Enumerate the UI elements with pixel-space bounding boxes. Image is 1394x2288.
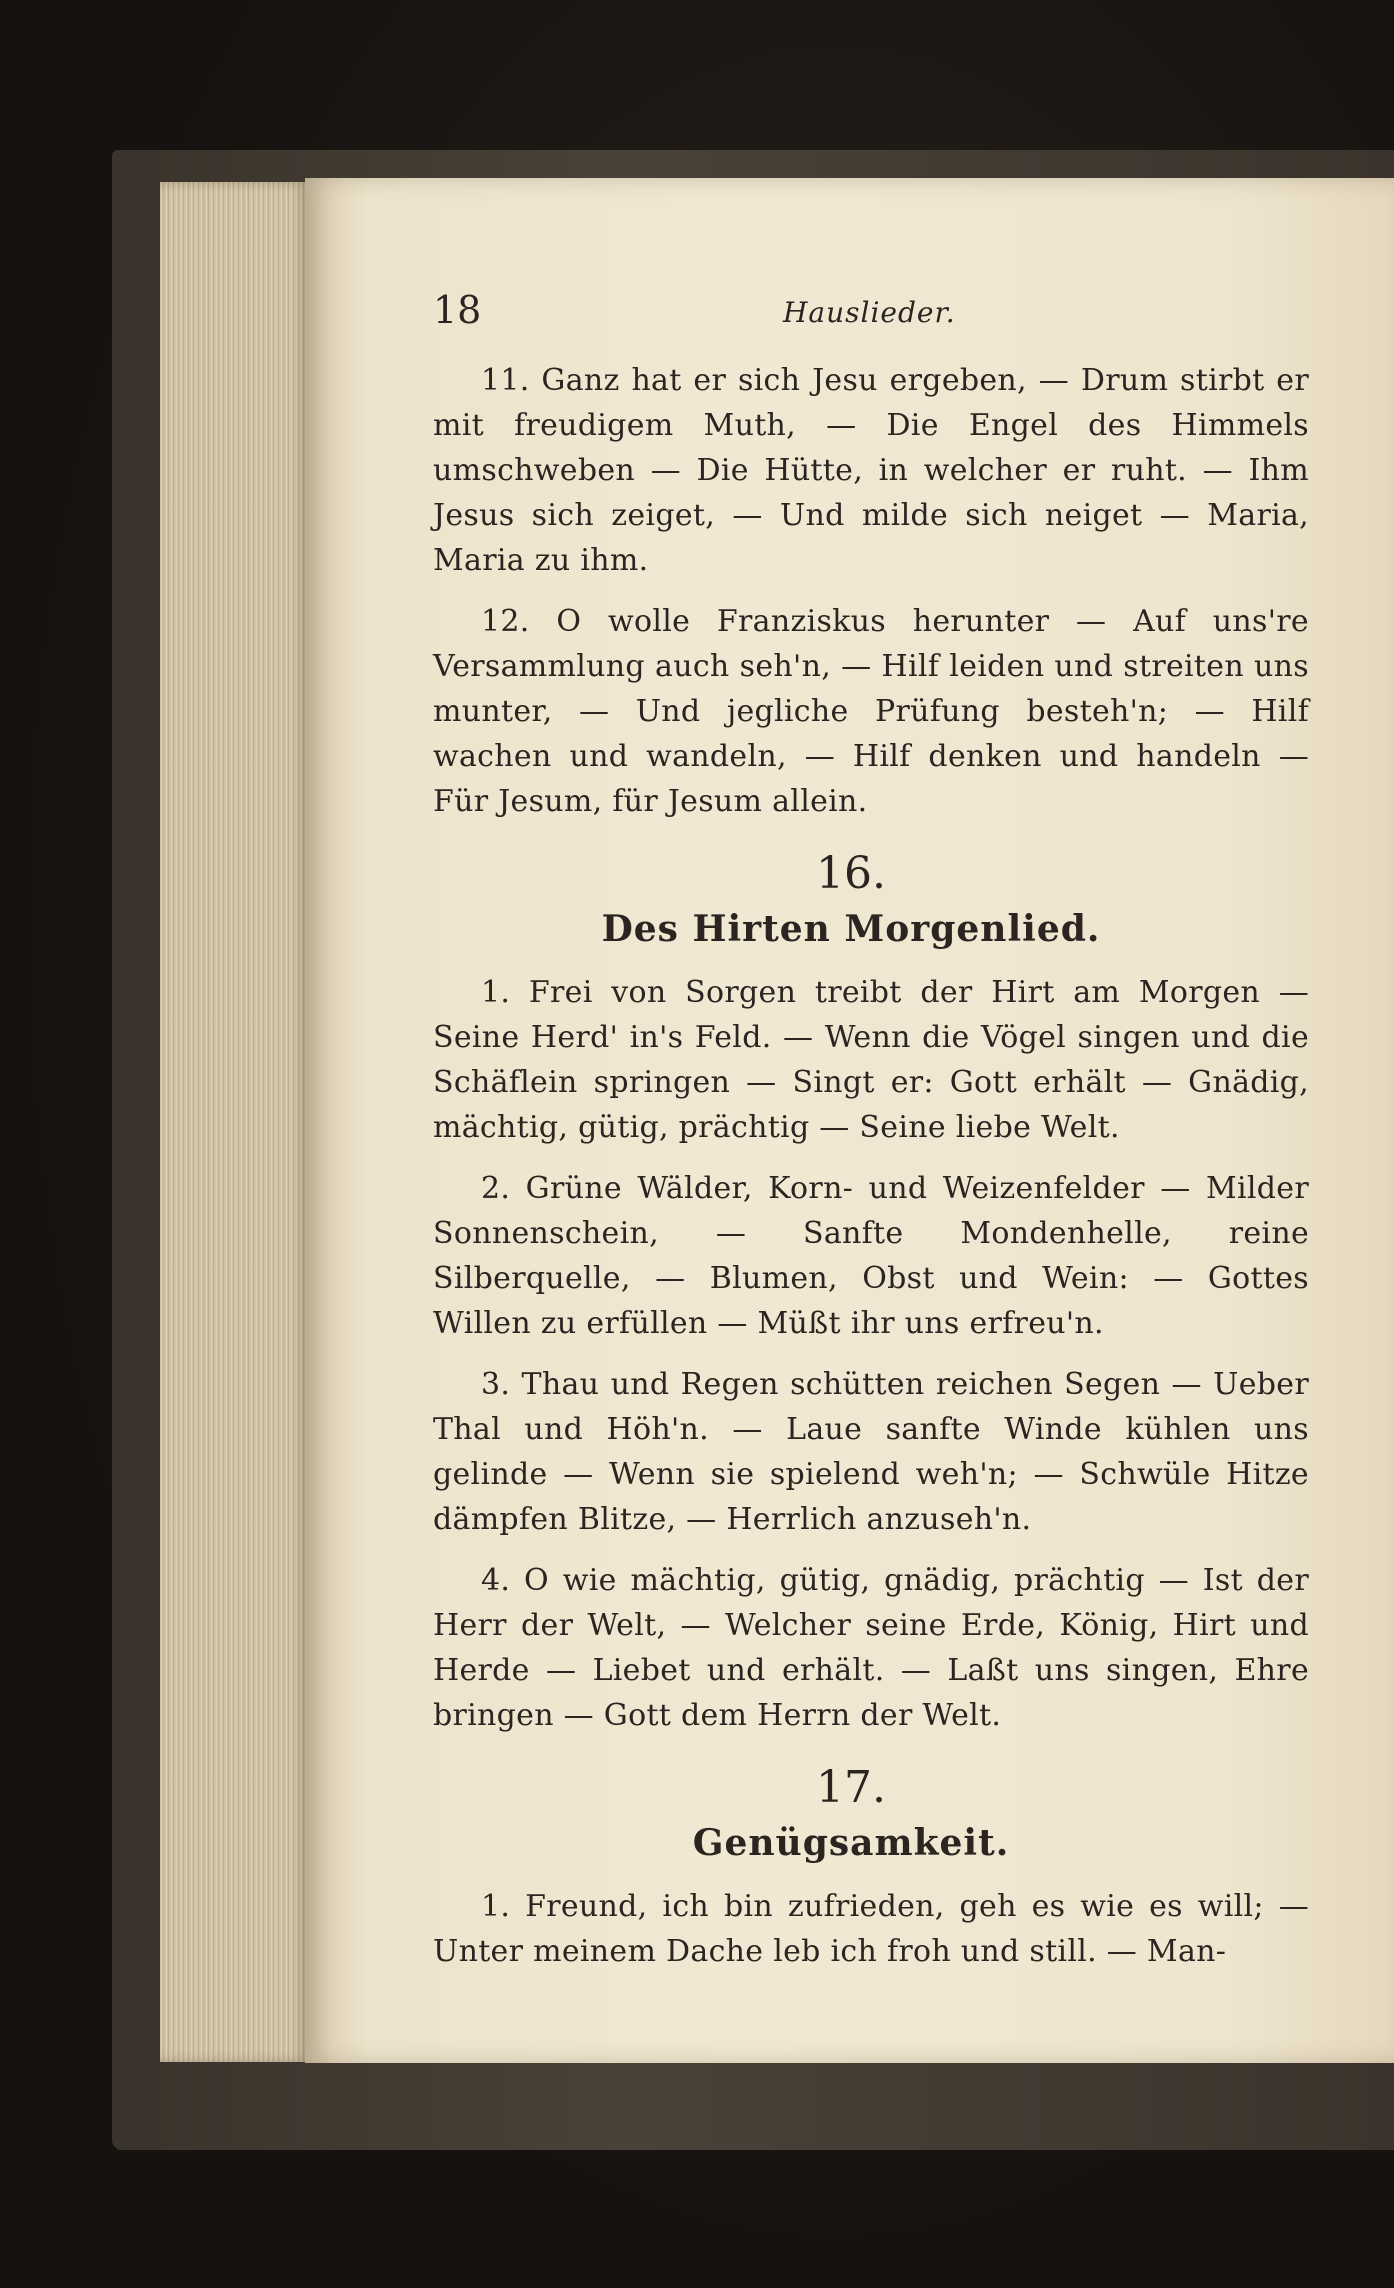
song-17-number: 17. bbox=[816, 1762, 886, 1813]
running-title: Hauslieder. bbox=[783, 296, 956, 329]
song-16-stanza-1: 1. Frei von Sorgen treibt der Hirt am Morgen — Seine Herd' in's Feld. — Wenn die Vögel singen und die Schäflein springen — Singt er: Gott erhält — Gnädig, mächtig, gütig, prächtig — Seine liebe Welt. bbox=[433, 975, 1309, 1145]
song-16-title: Des Hirten Morgenlied. bbox=[601, 908, 1101, 950]
song-16-number: 16. bbox=[816, 848, 886, 899]
stanza-12: 12. O wolle Franziskus herunter — Auf uns're Versammlung auch seh'n, — Hilf leiden und streiten uns munter, — Und jegliche Prüfung besteh'n; — Hilf wachen und wandeln, — Hilf denken und handeln — Für Jesum, für Jesum allein. bbox=[433, 604, 1309, 819]
song-16-stanza-4: 4. O wie mächtig, gütig, gnädig, prächtig — Ist der Herr der Welt, — Welcher seine Erde, König, Hirt und Herde — Liebet und erhält. — Laßt uns singen, Ehre bringen — Gott dem Herrn der Welt. bbox=[433, 1563, 1309, 1733]
song-17-stanza-1: 1. Freund, ich bin zufrieden, geh es wie es will; — Unter meinem Dache leb ich froh und still. — Man- bbox=[433, 1889, 1309, 1969]
stanza-11: 11. Ganz hat er sich Jesu ergeben, — Drum stirbt er mit freudigem Muth, — Die Engel des Himmels umschweben — Die Hütte, in welcher er ruht. — Ihm Jesus sich zeiget, — Und milde sich neiget — Maria, Maria zu ihm. bbox=[433, 363, 1309, 578]
page-content bbox=[433, 288, 1309, 1990]
page-number: 18 bbox=[433, 288, 482, 332]
song-17-title: Genügsamkeit. bbox=[692, 1822, 1010, 1864]
page-header bbox=[433, 288, 1309, 358]
song-16-stanza-2: 2. Grüne Wälder, Korn- und Weizenfelder — Milder Sonnenschein, — Sanfte Mondenhelle, reine Silberquelle, — Blumen, Obst und Wein: — Gottes Willen zu erfüllen — Müßt ihr uns erfreu'n. bbox=[433, 1171, 1309, 1341]
song-16-stanza-3: 3. Thau und Regen schütten reichen Segen — Ueber Thal und Höh'n. — Laue sanfte Winde kühlen uns gelinde — Wenn sie spielend weh'n; — Schwüle Hitze dämpfen Blitze, — Herrlich anzuseh'n. bbox=[433, 1367, 1309, 1537]
page-edges bbox=[160, 182, 310, 2062]
book-page bbox=[305, 178, 1394, 2063]
